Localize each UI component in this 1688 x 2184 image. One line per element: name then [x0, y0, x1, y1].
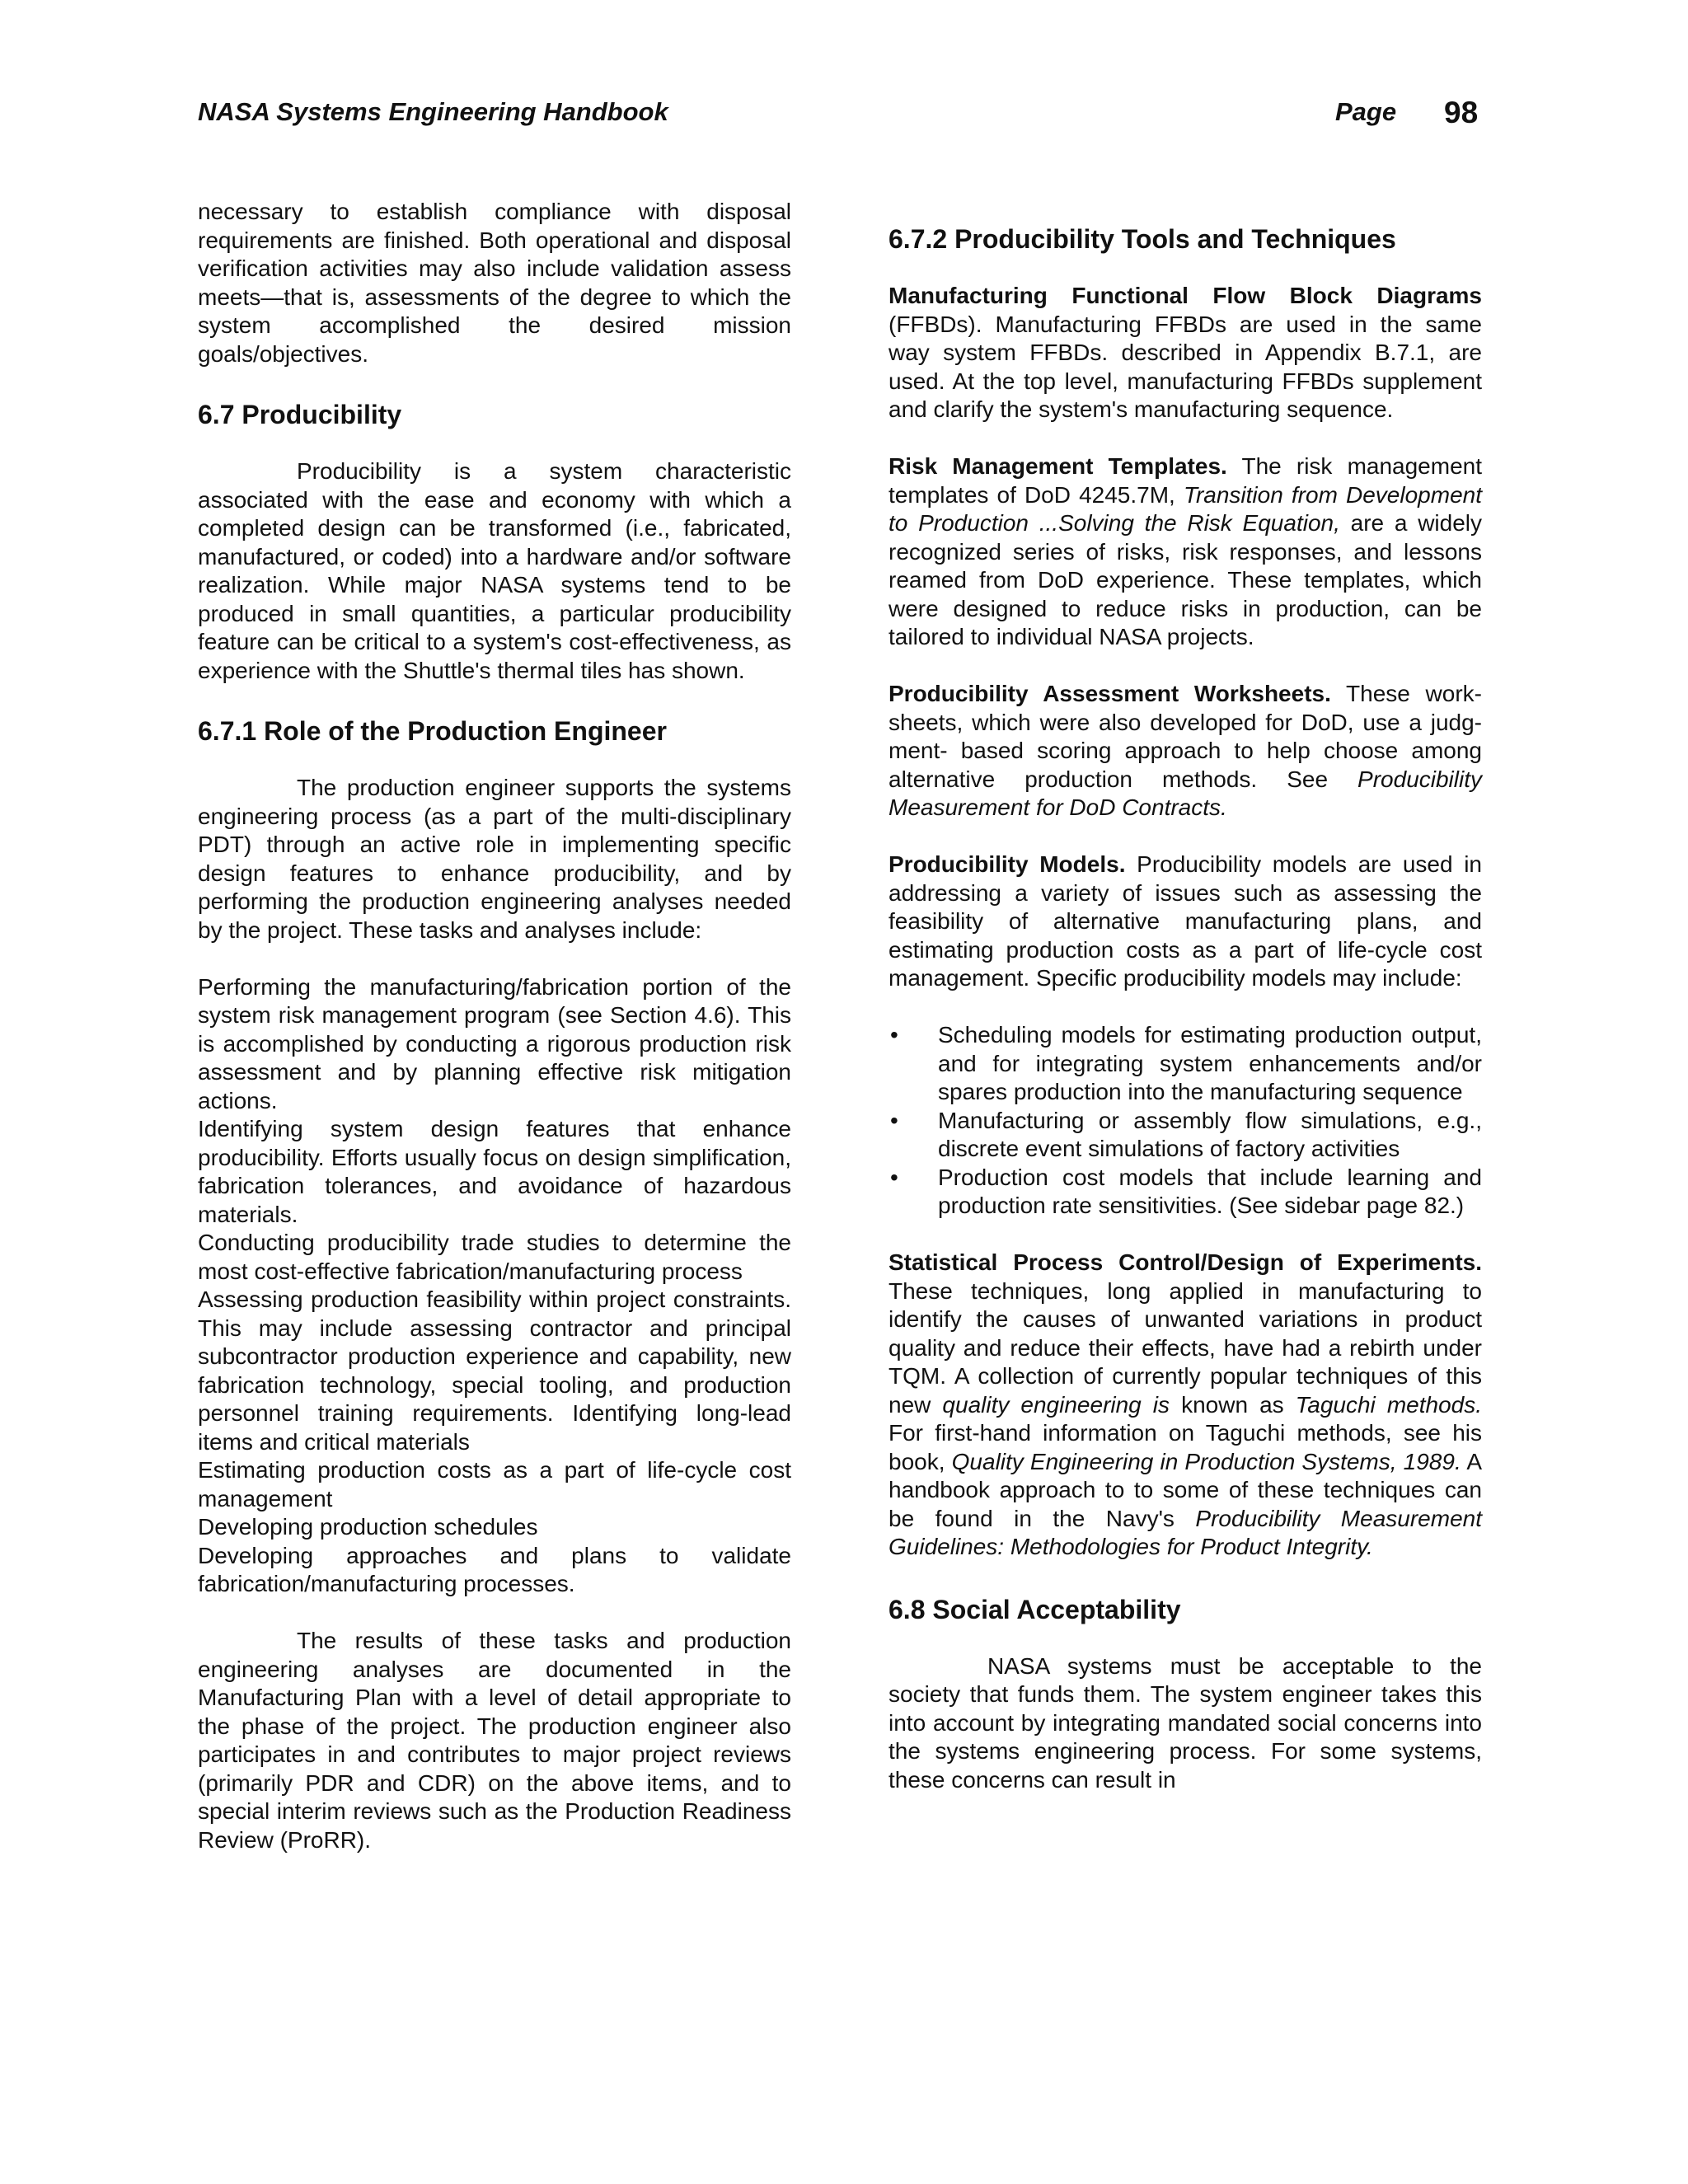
- spc-text-4: A handbook approach to to some of these techniques can be found in the Navy's: [889, 1448, 1483, 1531]
- bullet-text: Production cost models that include learning and production rate sensitivities. (See sidebar page 82.): [938, 1164, 1482, 1218]
- task-item: Estimating production costs as a part of life-cycle cost management: [198, 1457, 791, 1511]
- spc-italic-4: Producibility Measurement Guidelines: Methodologies for Product Integrity.: [889, 1505, 1482, 1559]
- paw-text: These work-sheets, which were also developed for DoD, use a judg-ment- based scoring approach to help choose among alternative production methods. See: [889, 681, 1482, 792]
- heading-6-7-1: 6.7.1 Role of the Production Engineer: [198, 716, 667, 746]
- task-item: Developing production schedules: [198, 1514, 538, 1540]
- task-list: [198, 973, 791, 1599]
- bullet-text: Manufacturing or assembly flow simulations, e.g., discrete event simulations of factory activities: [938, 1107, 1482, 1161]
- heading-6-7: 6.7 Producibility: [198, 400, 402, 429]
- risk-text: The risk management templates of DoD 4245.7M,: [889, 453, 1483, 508]
- ffbd-paragraph: [889, 282, 1482, 424]
- heading-6-7-2: 6.7.2 Producibility Tools and Techniques: [889, 224, 1396, 254]
- heading-6-8: 6.8 Social Acceptability: [889, 1594, 1181, 1624]
- production-engineer-paragraph: The production engineer supports the systems engineering process (as a part of the multi-disciplinary PDT) through an active role in implementing specific design features to enhance producibility, and by performing the production engineering analyses needed by the project. These tasks and analyses include:: [198, 775, 791, 943]
- producibility-paragraph: Producibility is a system characteristic associated with the ease and economy with which a completed design can be transformed (i.e., fabricated, manufactured, or coded) into a hardware and/or software realization. While major NASA systems tend to be produced in small quantities, a particular producibility feature can be critical to a system's cost-effectiveness, as experience with the Shuttle's thermal tiles has shown.: [198, 458, 791, 683]
- risk-title: Transition from Development to Production ...Solving the Risk Equation,: [889, 481, 1482, 536]
- ffbd-text: (FFBDs). Manufacturing FFBDs are used in the same way system FFBDs. described in Appendix B.7.1, are used. At the top level, manufacturing FFBDs supplement and clarify the system's manufacturing sequence.: [889, 311, 1482, 422]
- task-item: Performing the manufacturing/fabrication portion of the system risk management program (see Section 4.6). This is accomplished by conducting a rigorous production risk assessment and by planning effective risk mitigation actions.: [198, 973, 791, 1113]
- spc-text-2: known as: [1170, 1391, 1296, 1418]
- spc-paragraph: [889, 1249, 1482, 1562]
- task-item: Developing approaches and plans to validate fabrication/manufacturing processes.: [198, 1542, 791, 1596]
- task-item: Identifying system design features that enhance producibility. Efforts usually focus on design simplification, fabrication tolerances, and avoidance of hazardous materials.: [198, 1116, 791, 1227]
- assessment-worksheets-paragraph: [889, 680, 1482, 823]
- spc-text: These techniques, long applied in manufacturing to identify the causes of unwanted variations in product quality and reduce their effects, have had a rebirth under TQM. A collection of currently popular techniques of this new: [889, 1277, 1482, 1418]
- list-item: [889, 1164, 1482, 1221]
- risk-text-2: are a widely recognized series of risks, risk responses, and lessons reamed from DoD experience. These templates, which were designed to reduce risks in production, can be tailored to individual NASA projects.: [889, 510, 1483, 649]
- results-paragraph: The results of these tasks and production engineering analyses are documented in the Manufacturing Plan with a level of detail appropriate to the phase of the project. The production engineer also participates in and contributes to major project reviews (primarily PDR and CDR) on the above items, and to special interim reviews such as the Production Readiness Review (ProRR).: [198, 1628, 791, 1853]
- bullet-icon: •: [890, 1107, 898, 1133]
- right-column: [889, 223, 1482, 1794]
- left-column: [198, 198, 791, 1854]
- ffbd-term: Manufacturing Functional Flow Block Diagrams: [889, 283, 1482, 308]
- paw-title: Producibility Measurement for DoD Contracts.: [889, 766, 1482, 820]
- bullet-icon: •: [890, 1164, 898, 1190]
- risk-templates-paragraph: [889, 452, 1482, 652]
- bullet-text: Scheduling models for estimating production output, and for integrating system enhancements and/or spares production into the manufacturing sequence: [938, 1022, 1482, 1104]
- task-item: Assessing production feasibility within project constraints. This may include assessing contractor and principal subcontractor production experience and capability, new fabrication technology, special tooling, and production personnel training requirements. Identifying long-lead items and critical materials: [198, 1286, 791, 1455]
- spc-text-3: For first-hand information on Taguchi methods, see his book,: [889, 1420, 1482, 1474]
- running-header-title: NASA Systems Engineering Handbook: [198, 97, 668, 126]
- intro-paragraph: necessary to establish compliance with disposal requirements are finished. Both operational and disposal verification activities may also include validation assess meets—that is, assessments of the degree to which the system accomplished the desired mission goals/objectives.: [198, 199, 791, 367]
- producibility-models-paragraph: [889, 851, 1482, 993]
- social-acceptability-paragraph: NASA systems must be acceptable to the society that funds them. The system engineer takes this into account by integrating mandated social concerns into the systems engineering process. For some systems, these concerns can result in: [889, 1652, 1482, 1793]
- spc-italic-2: Taguchi methods.: [1295, 1391, 1482, 1418]
- list-item: [889, 1107, 1482, 1164]
- pm-term: Producibility Models.: [889, 851, 1126, 877]
- spc-italic-1: quality engineering is: [942, 1391, 1170, 1418]
- spc-italic-3: Quality Engineering in Production Systems, 1989.: [951, 1448, 1461, 1474]
- risk-term: Risk Management Templates.: [889, 453, 1227, 479]
- page-label: Page: [1335, 97, 1397, 126]
- spc-term: Statistical Process Control/Design of Experiments.: [889, 1249, 1482, 1275]
- paw-term: Producibility Assessment Worksheets.: [889, 681, 1331, 706]
- pm-text: Producibility models are used in addressing a variety of issues such as assessing the feasibility of alternative manufacturing plans, and estimating production costs as a part of life-cycle cost management. Specific producibility models may include:: [889, 851, 1482, 991]
- page-number: 98: [1444, 96, 1479, 129]
- list-item: [889, 1021, 1482, 1107]
- bullet-icon: •: [890, 1022, 898, 1047]
- models-bullet-list: [889, 1021, 1482, 1221]
- task-item: Conducting producibility trade studies to determine the most cost-effective fabrication/manufacturing process: [198, 1230, 791, 1284]
